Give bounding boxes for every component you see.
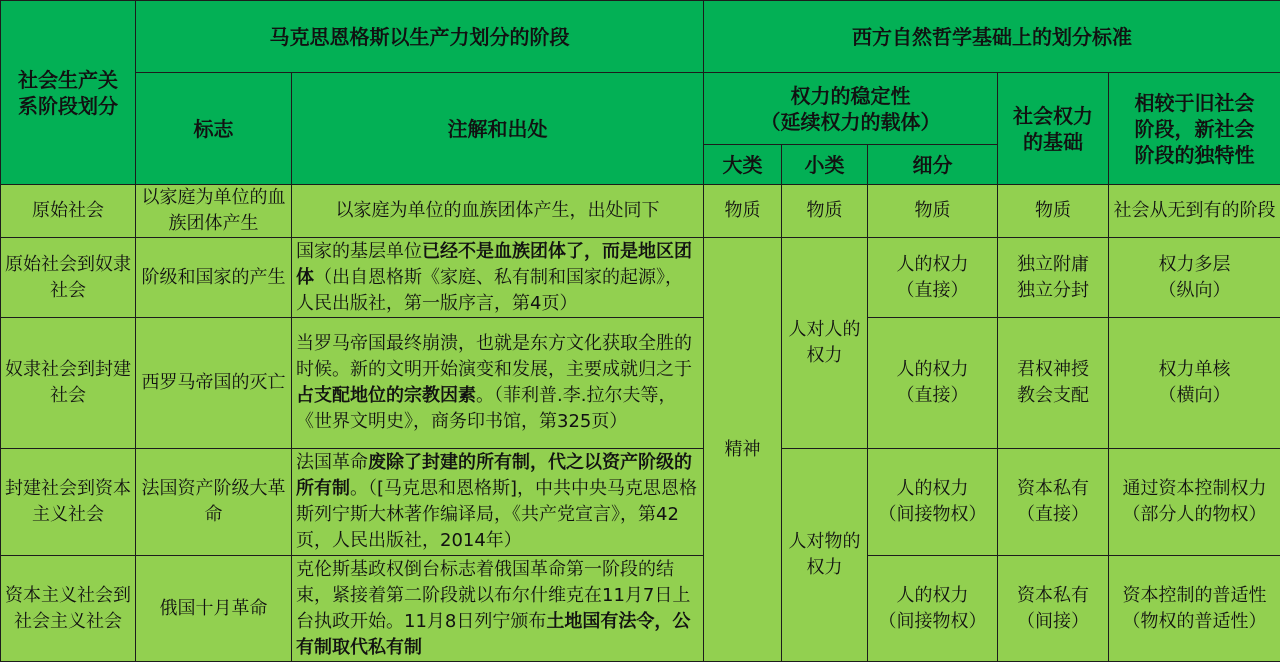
minor-cell: 物质 — [782, 185, 868, 238]
unique-cell: 社会从无到有的阶段 — [1109, 185, 1280, 238]
unique-cell: 权力多层 （纵向） — [1109, 238, 1280, 318]
header-stage-division: 社会生产关 系阶段划分 — [1, 1, 136, 185]
header-basis: 社会权力 的基础 — [998, 73, 1109, 185]
table-row — [1, 238, 1280, 318]
note-emphasis: 土地国有法令，公有制取代私有制 — [296, 611, 690, 658]
detail-cell: 物质 — [868, 185, 998, 238]
basis-cell: 资本私有 （间接） — [998, 556, 1109, 662]
note-text: 国家的基层单位 — [296, 241, 422, 262]
detail-cell: 人的权力 （直接） — [868, 238, 998, 318]
major-cell: 物质 — [704, 185, 782, 238]
unique-cell: 权力单核 （横向） — [1109, 318, 1280, 449]
minor-person-to-person-cell: 人对人的权力 — [782, 238, 868, 449]
table-row — [1, 318, 1280, 449]
header-note-source: 注解和出处 — [292, 73, 704, 185]
basis-cell: 物质 — [998, 185, 1109, 238]
header-minor: 小类 — [782, 145, 868, 185]
note-cell — [292, 238, 704, 318]
detail-cell: 人的权力 （直接） — [868, 318, 998, 449]
sign-cell: 法国资产阶级大革命 — [136, 449, 292, 556]
unique-cell: 通过资本控制权力 （部分人的物权） — [1109, 449, 1280, 556]
sign-cell: 阶级和国家的产生 — [136, 238, 292, 318]
note-cell — [292, 556, 704, 662]
note-text: 法国革命 — [296, 452, 368, 473]
stage-cell: 原始社会 — [1, 185, 136, 238]
basis-cell: 独立附庸 独立分封 — [998, 238, 1109, 318]
header-stability: 权力的稳定性 （延续权力的载体） — [704, 73, 998, 145]
header-marx-group: 马克思恩格斯以生产力划分的阶段 — [136, 1, 704, 73]
note-text: 。（[马克思和恩格斯]，中共中央马克思恩格斯列宁斯大林著作编译局，《共产党宣言》，第42页，人民出版社，2014年） — [296, 478, 697, 551]
unique-cell: 资本控制的普适性 （物权的普适性） — [1109, 556, 1280, 662]
stage-cell: 资本主义社会到社会主义社会 — [1, 556, 136, 662]
stage-cell: 封建社会到资本主义社会 — [1, 449, 136, 556]
note-cell — [292, 185, 704, 238]
note-text: 以家庭为单位的血族团体产生，出处同下 — [336, 200, 660, 221]
table-row — [1, 556, 1280, 662]
detail-cell: 人的权力 （间接物权） — [868, 556, 998, 662]
basis-cell: 君权神授 教会支配 — [998, 318, 1109, 449]
sign-cell: 西罗马帝国的灭亡 — [136, 318, 292, 449]
note-text: 当罗马帝国最终崩溃，也就是东方文化获取全胜的时候。新的文明开始演变和发展，主要成就归之于 — [296, 333, 692, 380]
note-text: 。（菲利普.李.拉尔夫等，《世界文明史》，商务印书馆，第325页） — [296, 385, 676, 432]
sign-cell: 以家庭为单位的血族团体产生 — [136, 185, 292, 238]
header-major: 大类 — [704, 145, 782, 185]
header-western-group: 西方自然哲学基础上的划分标准 — [704, 1, 1280, 73]
stage-cell: 原始社会到奴隶社会 — [1, 238, 136, 318]
note-emphasis: 已经不是血族团体了，而是地区团体 — [296, 241, 692, 288]
note-emphasis: 占支配地位的宗教因素 — [296, 385, 476, 406]
table-row — [1, 449, 1280, 556]
table-row — [1, 185, 1280, 238]
stage-cell: 奴隶社会到封建社会 — [1, 318, 136, 449]
sign-cell: 俄国十月革命 — [136, 556, 292, 662]
note-text: 克伦斯基政权倒台标志着俄国革命第一阶段的结束，紧接着第二阶段就以布尔什维克在11月7日上台执政开始。11月8日列宁颁布 — [296, 559, 690, 632]
note-text: （出自恩格斯《家庭、私有制和国家的起源》，人民出版社，第一版序言，第4页） — [296, 267, 683, 314]
header-sign: 标志 — [136, 73, 292, 185]
major-spirit-cell: 精神 — [704, 238, 782, 662]
minor-person-to-thing-cell: 人对物的权力 — [782, 449, 868, 662]
basis-cell: 资本私有 （直接） — [998, 449, 1109, 556]
note-emphasis: 废除了封建的所有制，代之以资产阶级的所有制 — [296, 452, 692, 499]
header-uniqueness: 相较于旧社会 阶段，新社会 阶段的独特性 — [1109, 73, 1280, 185]
header-detail: 细分 — [868, 145, 998, 185]
detail-cell: 人的权力 （间接物权） — [868, 449, 998, 556]
note-cell — [292, 318, 704, 449]
note-cell — [292, 449, 704, 556]
